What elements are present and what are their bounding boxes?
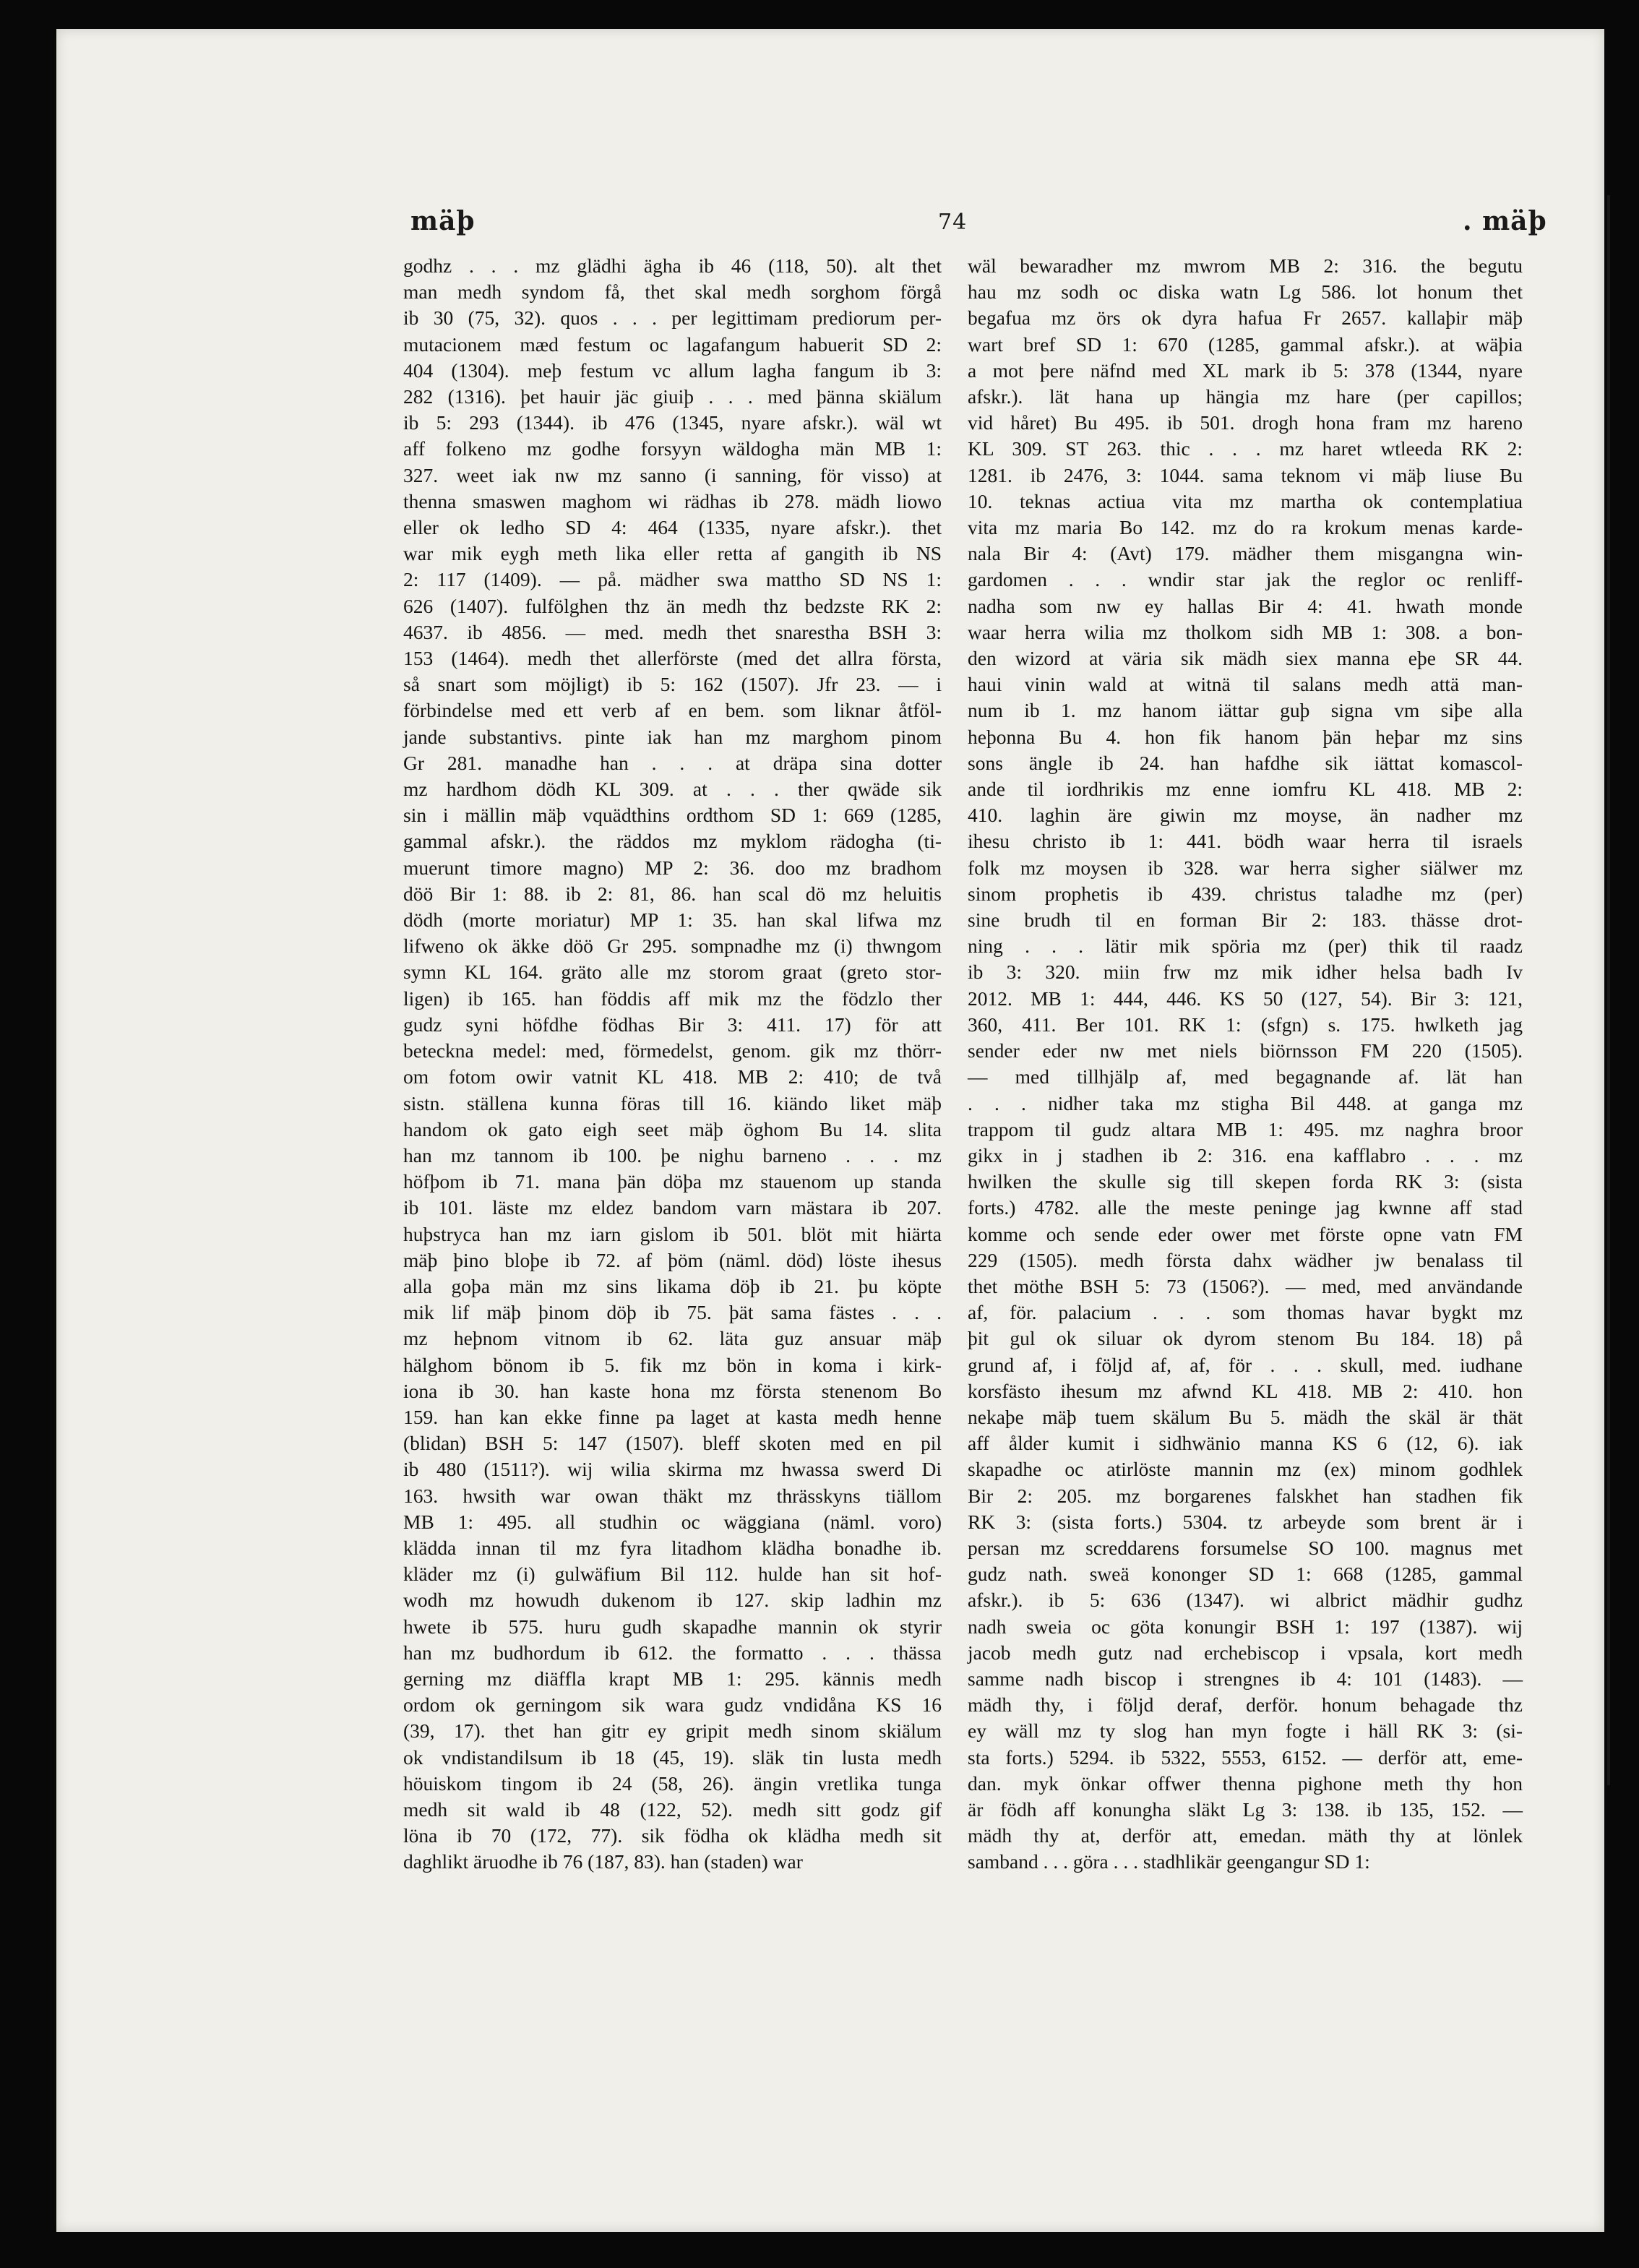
text-line: wäl bewaradher mz mwrom MB 2: 316. the begutu <box>968 254 1523 277</box>
text-line: vita mz maria Bo 142. mz do ra krokum menas karde- <box>968 516 1523 539</box>
text-line: 282 (1316). þet hauir jäc giuiþ . . . med þänna skiälum <box>403 385 942 408</box>
text-line: 2012. MB 1: 444, 446. KS 50 (127, 54). Bir 3: 121, <box>968 987 1523 1010</box>
text-line: ib 3: 320. miin frw mz mik idher helsa badh Iv <box>968 961 1523 984</box>
text-line: 10. teknas actiua vita mz martha ok contemplatiua <box>968 489 1523 512</box>
text-line: thenna smaswen maghom wi rädhas ib 278. mädh liowo <box>403 489 942 512</box>
text-line: jande substantivs. pinte iak han mz marghom pinom <box>403 725 942 748</box>
text-line: af, för. palacium . . . som thomas havar bygkt mz <box>968 1301 1523 1324</box>
text-line: wodh mz howudh dukenom ib 127. skip ladhin mz <box>403 1589 942 1612</box>
text-line: korsfästo ihesum mz afwnd KL 418. MB 2: 410. hon <box>968 1379 1523 1402</box>
text-line: hwilken the skulle sig till skepen forda RK 3: (sista <box>968 1170 1523 1193</box>
text-line: beteckna medel: med, förmedelst, genom. gik mz thörr- <box>403 1039 942 1062</box>
text-line: num ib 1. mz hanom iättar guþ signa vm siþe alla <box>968 699 1523 722</box>
text-line: huþstryca han mz iarn gislom ib 501. blöt mit hiärta <box>403 1222 942 1245</box>
text-line: nadh sweia oc göta konungir BSH 1: 197 (1387). wij <box>968 1615 1523 1638</box>
text-line: iona ib 30. han kaste hona mz första stenenom Bo <box>403 1379 942 1402</box>
text-line: höuiskom tingom ib 24 (58, 26). ängin vretlika tunga <box>403 1771 942 1795</box>
text-line: gammal afskr.). the räddos mz myklom rädogha (ti- <box>403 830 942 853</box>
text-line: aff folkeno mz godhe forsyyn wäldogha män MB 1: <box>403 437 942 460</box>
text-line: samband . . . göra . . . stadhlikär geengangur SD 1: <box>968 1850 1370 1873</box>
text-line: sinom prophetis ib 439. christus taladhe mz (per) <box>968 882 1523 905</box>
text-line: sin i mällin mäþ vquädthins ordthom SD 1: 669 (1285, <box>403 804 942 827</box>
text-line: höfþom ib 71. mana þän döþa mz stauenom up standa <box>403 1170 942 1193</box>
text-line: ordom ok gerningom sik wara gudz vndidåna KS 16 <box>403 1693 942 1717</box>
text-line: kläder mz (i) gulwäfium Bil 112. hulde han sit hof- <box>403 1563 942 1586</box>
text-line: — med tillhjälp af, med begagnande af. lät han <box>968 1065 1523 1088</box>
text-line: thet möthe BSH 5: 73 (1506?). — med, med användande <box>968 1274 1523 1297</box>
text-line: ande til iordhrikis mz enne iomfru KL 418. MB 2: <box>968 778 1523 801</box>
text-line: 404 (1304). meþ festum vc allum lagha fangum ib 3: <box>403 358 942 382</box>
text-line: forts.) 4782. alle the meste peninge jag kwnne aff stad <box>968 1196 1523 1219</box>
text-line: den wizord at väria sik mädh siex manna eþe SR 44. <box>968 647 1523 670</box>
text-line: sta forts.) 5294. ib 5322, 5553, 6152. — derför att, eme- <box>968 1745 1523 1769</box>
text-line: grund af, i följd af, af, för . . . skull, med. iudhane <box>968 1353 1523 1376</box>
text-line: a mot þere näfnd med XL mark ib 5: 378 (1344, nyare <box>968 358 1523 382</box>
running-head-left: mäþ <box>410 206 476 236</box>
left-text-column <box>403 253 942 1876</box>
text-line: mädh thy at, derför att, emedan. mäth thy at lönlek <box>968 1824 1523 1847</box>
text-line: ligen) ib 165. han föddis aff mik mz the födzlo ther <box>403 987 942 1010</box>
text-line: RK 3: (sista forts.) 5304. tz arbeyde som brent är i <box>968 1510 1523 1533</box>
text-line: folk mz moysen ib 328. war herra sigher siälwer mz <box>968 856 1523 879</box>
text-line: så snart som möjligt) ib 5: 162 (1507). Jfr 23. — i <box>403 673 942 696</box>
text-line: mäþ þino bloþe ib 72. af þöm (näml. död) löste ihesus <box>403 1248 942 1271</box>
text-line: symn KL 164. gräto alle mz storom graat (greto stor- <box>403 961 942 984</box>
text-line: är födh aff konungha släkt Lg 3: 138. ib 135, 152. — <box>968 1797 1523 1821</box>
text-line: Gr 281. manadhe han . . . at dräpa sina dotter <box>403 751 942 774</box>
text-line: handom ok gato eigh seet mäþ öghom Bu 14. slita <box>403 1117 942 1141</box>
text-line: hau mz sodh oc diska watn Lg 586. lot honum thet <box>968 280 1523 304</box>
text-line: hwete ib 575. huru gudh skapadhe mannin ok styrir <box>403 1615 942 1638</box>
text-line: lifweno ok äkke döö Gr 295. sompnadhe mz (i) thwngom <box>403 935 942 958</box>
text-line: förbindelse med ett verb af en bem. som liknar åtföl- <box>403 699 942 722</box>
text-line: 410. laghin äre giwin mz moyse, än nadher mz <box>968 804 1523 827</box>
text-line: mik lif mäþ þinom döþ ib 75. þät sama fästes . . . <box>403 1301 942 1324</box>
text-line: daghlikt äruodhe ib 76 (187, 83). han (staden) war <box>403 1850 803 1873</box>
text-line: han mz budhordum ib 612. the formatto . . . thässa <box>403 1641 942 1664</box>
text-line: mz hardhom dödh KL 309. at . . . ther qwäde sik <box>403 778 942 801</box>
text-line: mutacionem mæd festum oc lagafangum habuerit SD 2: <box>403 332 942 356</box>
text-line: 626 (1407). fulfölghen thz än medh thz bedzste RK 2: <box>403 594 942 617</box>
text-line: gudz nath. sweä kononger SD 1: 668 (1285, gammal <box>968 1563 1523 1586</box>
text-line: nadha som nw ey hallas Bir 4: 41. hwath monde <box>968 594 1523 617</box>
text-line: mädh thy, i följd deraf, derför. honum behagade thz <box>968 1693 1523 1717</box>
text-line: war mik eygh meth lika eller retta af gangith ib NS <box>403 542 942 565</box>
text-line: ning . . . lätir mik spöria mz (per) thik til raadz <box>968 935 1523 958</box>
text-line: ib 480 (1511?). wij wilia skirma mz hwassa swerd Di <box>403 1458 942 1481</box>
text-line: sender eder nw met niels biörnsson FM 220 (1505). <box>968 1039 1523 1062</box>
running-head-right: . mäþ <box>1463 206 1547 236</box>
text-line: ib 5: 293 (1344). ib 476 (1345, nyare afskr.). wäl wt <box>403 411 942 434</box>
text-line: aff ålder kumit i sidhwänio manna KS 6 (12, 6). iak <box>968 1432 1523 1455</box>
text-line: 1281. ib 2476, 3: 1044. sama teknom vi mäþ liuse Bu <box>968 463 1523 486</box>
text-line: 2: 117 (1409). — på. mädher swa mattho SD NS 1: <box>403 568 942 591</box>
text-line: komme och sende eder ower met förste opne vatn FM <box>968 1222 1523 1245</box>
text-line: waar herra wilia mz tholkom sidh MB 1: 308. a bon- <box>968 620 1523 643</box>
text-line: medh sit wald ib 48 (122, 52). medh sitt godz gif <box>403 1797 942 1821</box>
text-line: skapadhe oc atirlöste mannin mz (ex) minom godhlek <box>968 1458 1523 1481</box>
right-text-column <box>968 253 1523 1876</box>
text-line: 153 (1464). medh thet allerförste (med det allra första, <box>403 647 942 670</box>
text-line: wart bref SD 1: 670 (1285, gammal afskr.). at wäþia <box>968 332 1523 356</box>
text-line: döö Bir 1: 88. ib 2: 81, 86. han scal dö mz heluitis <box>403 882 942 905</box>
text-line: haui vinin wald at witnä til salans medh attä man- <box>968 673 1523 696</box>
text-line: klädda innan til mz fyra litadhom klädha bonadhe ib. <box>403 1536 942 1559</box>
text-line: 229 (1505). medh första dahx wädher jw benalass til <box>968 1248 1523 1271</box>
text-line: sistn. ställena kunna föras till 16. kiändo liket mäþ <box>403 1091 942 1114</box>
text-line: KL 309. ST 263. thic . . . mz haret wtleeda RK 2: <box>968 437 1523 460</box>
text-line: persan mz screddarens forsumelse SO 100. magnus met <box>968 1536 1523 1559</box>
text-line: dödh (morte moriatur) MP 1: 35. han skal lifwa mz <box>403 909 942 932</box>
binding-edge <box>1607 195 1610 1785</box>
text-line: afskr.). lät hana up hängia mz hare (per capillos; <box>968 385 1523 408</box>
text-line: ihesu christo ib 1: 441. bödh waar herra til israels <box>968 830 1523 853</box>
text-line: heþonna Bu 4. hon fik hanom þän heþar mz sins <box>968 725 1523 748</box>
text-line: ib 101. läste mz eldez bandom varn mästara ib 207. <box>403 1196 942 1219</box>
text-line: gerning mz diäffla krapt MB 1: 295. kännis medh <box>403 1667 942 1690</box>
text-line: þit gul ok siluar ok dyrom stenom Bu 184. 18) på <box>968 1327 1523 1350</box>
text-line: muerunt timore magno) MP 2: 36. doo mz bradhom <box>403 856 942 879</box>
text-line: alla goþa män mz sins likama döþ ib 21. þu köpte <box>403 1274 942 1297</box>
text-line: (blidan) BSH 5: 147 (1507). bleff skoten med en pil <box>403 1432 942 1455</box>
text-line: godhz . . . mz glädhi ägha ib 46 (118, 50). alt thet <box>403 254 942 277</box>
text-line: ey wäll mz ty slog han myn fogte i häll RK 3: (si- <box>968 1719 1523 1743</box>
text-line: han mz tannom ib 100. þe nighu barneno . . . mz <box>403 1143 942 1167</box>
text-line: MB 1: 495. all studhin oc wäggiana (näml. voro) <box>403 1510 942 1533</box>
text-line: afskr.). ib 5: 636 (1347). wi albrict mädhir gudhz <box>968 1589 1523 1612</box>
text-line: . . . nidher taka mz stigha Bil 448. at ganga mz <box>968 1091 1523 1114</box>
text-line: trappom til gudz altara MB 1: 495. mz naghra broor <box>968 1117 1523 1141</box>
text-line: ib 30 (75, 32). quos . . . per legittimam prediorum per- <box>403 306 942 330</box>
text-line: dan. myk önkar offwer thenna pighone meth thy hon <box>968 1771 1523 1795</box>
text-line: vid håret) Bu 495. ib 501. drogh hona fram mz hareno <box>968 411 1523 434</box>
text-line: gikx in j stadhen ib 2: 316. ena kafflabro . . . mz <box>968 1143 1523 1167</box>
text-line: 163. hwsith war owan thäkt mz thrässkyns tiällom <box>403 1484 942 1507</box>
text-line: man medh syndom få, thet skal medh sorghom förgå <box>403 280 942 304</box>
text-line: gudz syni höfdhe födhas Bir 3: 411. 17) för att <box>403 1013 942 1036</box>
text-line: sons ängle ib 24. han hafdhe sik iättat komascol- <box>968 751 1523 774</box>
text-line: Bir 2: 205. mz borgarenes falskhet han stadhen fik <box>968 1484 1523 1507</box>
text-line: jacob medh gutz nad erchebiscop i vpsala, kort medh <box>968 1641 1523 1664</box>
text-line: (39, 17). thet han gitr ey gripit medh sinom skiälum <box>403 1719 942 1743</box>
text-line: ok vndistandilsum ib 18 (45, 19). släk tin lusta medh <box>403 1745 942 1769</box>
text-line: 327. weet iak nw mz sanno (i sanning, för visso) at <box>403 463 942 486</box>
text-line: 4637. ib 4856. — med. medh thet snarestha BSH 3: <box>403 620 942 643</box>
text-line: nekaþe mäþ tuem skälum Bu 5. mädh the skäl är thät <box>968 1405 1523 1428</box>
text-line: samme nadh biscop i strengnes ib 4: 101 (1483). — <box>968 1667 1523 1690</box>
text-line: eller ok ledho SD 4: 464 (1335, nyare afskr.). thet <box>403 516 942 539</box>
text-line: hälghom bönom ib 5. fik mz bön in koma i kirk- <box>403 1353 942 1376</box>
text-line: gardomen . . . wndir star jak the reglor oc renliff- <box>968 568 1523 591</box>
text-line: begafua mz örs ok dyra hafua Fr 2657. kallaþir mäþ <box>968 306 1523 330</box>
text-line: 360, 411. Ber 101. RK 1: (sfgn) s. 175. hwlketh jag <box>968 1013 1523 1036</box>
text-line: mz heþnom vitnom ib 62. läta guz ansuar mäþ <box>403 1327 942 1350</box>
text-line: nala Bir 4: (Avt) 179. mädher them misgangna win- <box>968 542 1523 565</box>
page-number: 74 <box>938 210 968 235</box>
text-line: om fotom owir vatnit KL 418. MB 2: 410; de två <box>403 1065 942 1088</box>
text-line: löna ib 70 (172, 77). sik födha ok klädha medh sit <box>403 1824 942 1847</box>
text-line: sine brudh til en forman Bir 2: 183. thässe drot- <box>968 909 1523 932</box>
text-line: 159. han kan ekke finne pa laget at kasta medh henne <box>403 1405 942 1428</box>
